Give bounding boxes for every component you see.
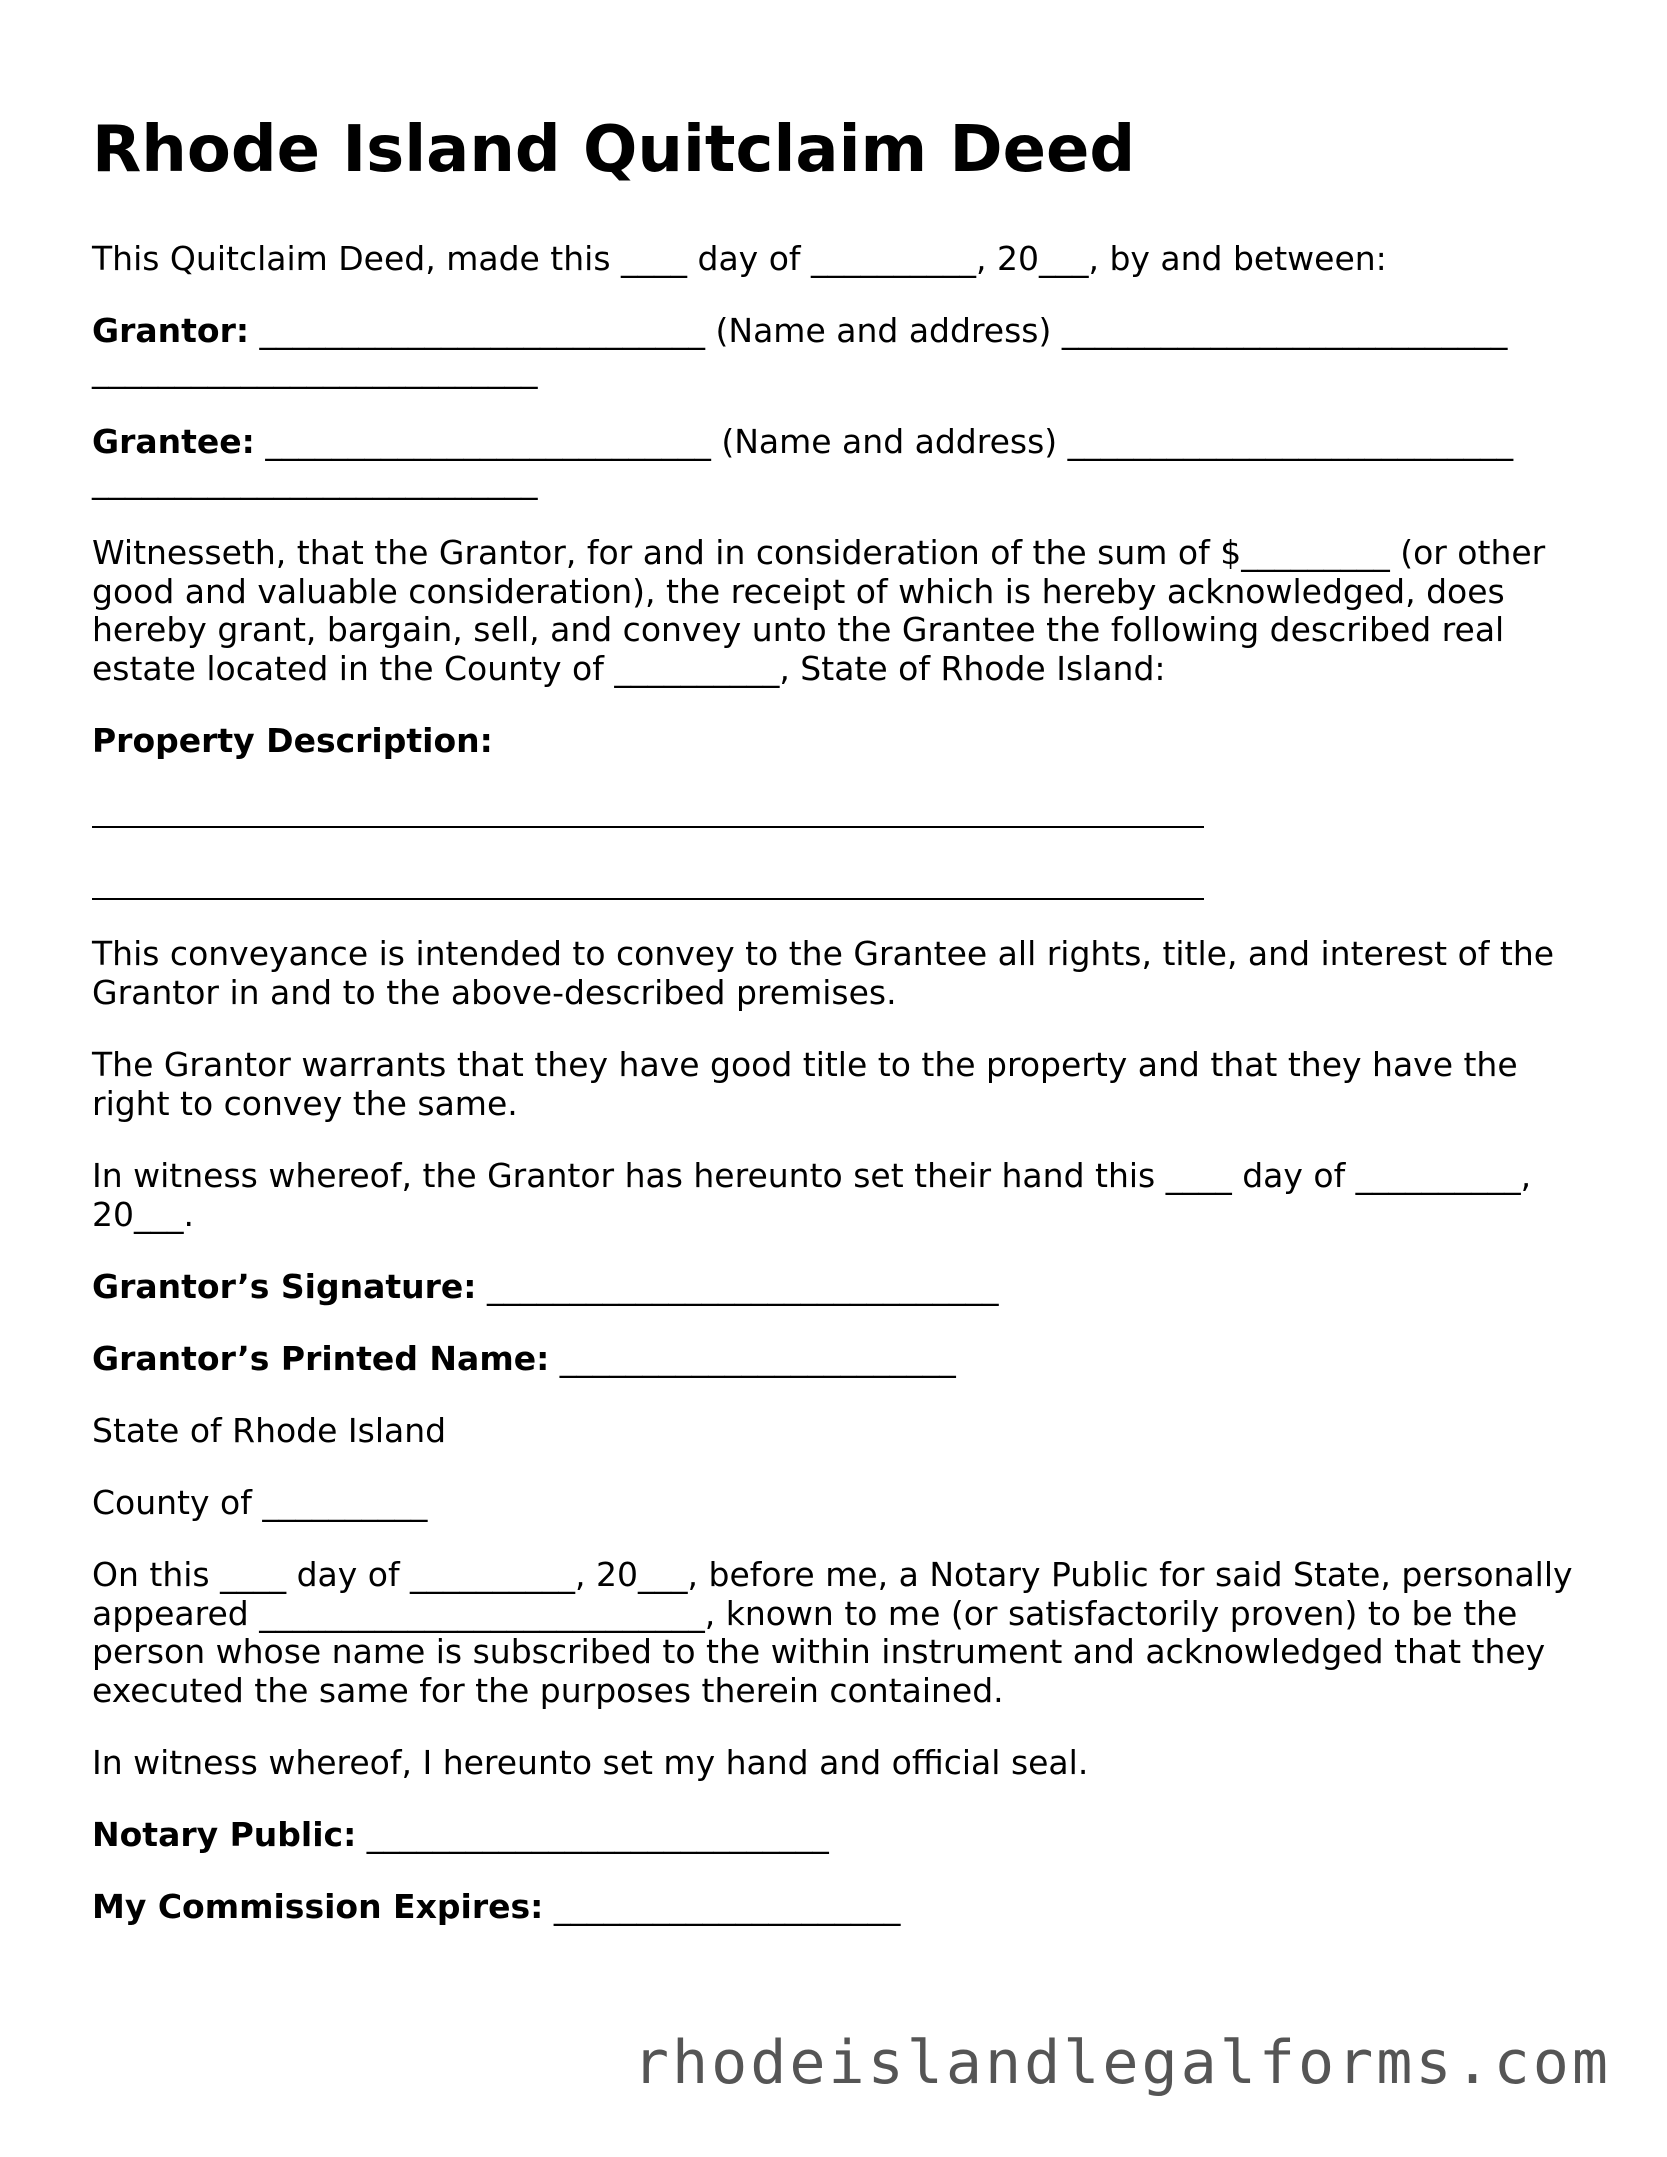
witnesseth-line-4: estate located in the County of __________, State of Rhode Island: [92, 648, 1166, 688]
commission-expires-blank: _____________________ [543, 1887, 901, 1926]
grantor-printed-name-field [92, 1340, 956, 1379]
grantor-witness-line-2: 20___. [92, 1194, 194, 1234]
notary-acknowledgment-paragraph [92, 1556, 1573, 1710]
witnesseth-paragraph [92, 534, 1545, 688]
grantee-blank-line-1: ___________________________ (Name and address) ___________________________ [254, 422, 1514, 461]
grantor-field [92, 312, 1507, 389]
warranty-line-2: right to convey the same. [92, 1083, 518, 1123]
property-description-label: Property Description: [92, 721, 493, 760]
notary-line-1: On this ____ day of __________, 20___, before me, a Notary Public for said State, personally [92, 1555, 1573, 1594]
witnesseth-line-3: hereby grant, bargain, sell, and convey unto the Grantee the following described real [92, 610, 1505, 649]
watermark-text: rhodeislandlegalforms.com [632, 2028, 1611, 2098]
notary-public-blank: ____________________________ [356, 1815, 829, 1854]
grantor-label: Grantor: [92, 311, 250, 350]
commission-expires-label: My Commission Expires: [92, 1887, 544, 1926]
warranty-line-1: The Grantor warrants that they have good title to the property and that they have the [92, 1045, 1518, 1084]
grantor-blank-line-1: ___________________________ (Name and address) ___________________________ [249, 311, 1508, 350]
grantee-label: Grantee: [92, 422, 255, 461]
conveyance-paragraph [92, 935, 1554, 1012]
grantee-field [92, 423, 1513, 500]
notary-line-3: person whose name is subscribed to the within instrument and acknowledged that they [92, 1632, 1546, 1671]
conveyance-line-2: Grantor in and to the above-described premises. [92, 972, 897, 1012]
property-description-line-1 [92, 826, 1204, 828]
grantor-printed-name-label: Grantor’s Printed Name: [92, 1339, 550, 1378]
warranty-paragraph [92, 1046, 1518, 1123]
grantor-signature-label: Grantor’s Signature: [92, 1267, 477, 1306]
grantee-blank-line-2: ___________________________ [92, 460, 538, 500]
witnesseth-line-2: good and valuable consideration), the receipt of which is hereby acknowledged, does [92, 571, 1505, 611]
notary-witness-line: In witness whereof, I hereunto set my hand and official seal. [92, 1743, 1089, 1782]
property-description-line-2 [92, 898, 1204, 900]
grantor-printed-name-blank: ________________________ [549, 1339, 956, 1378]
grantor-blank-line-2: ___________________________ [92, 349, 538, 389]
grantor-witness-paragraph [92, 1157, 1531, 1234]
county-line: County of __________ [92, 1483, 428, 1522]
document-title: Rhode Island Quitclaim Deed [92, 113, 1136, 187]
grantor-witness-line-1: In witness whereof, the Grantor has hereunto set their hand this ____ day of __________, [92, 1156, 1532, 1195]
notary-line-2: appeared ___________________________, known to me (or satisfactorily proven) to be the [92, 1593, 1518, 1633]
intro-paragraph: This Quitclaim Deed, made this ____ day of __________, 20___, by and between: [92, 239, 1387, 278]
state-line: State of Rhode Island [92, 1411, 447, 1450]
notary-public-label: Notary Public: [92, 1815, 357, 1854]
commission-expires-field [92, 1888, 900, 1927]
grantor-signature-blank: _______________________________ [476, 1267, 999, 1306]
notary-line-4: executed the same for the purposes therein contained. [92, 1670, 1004, 1710]
grantor-signature-field [92, 1268, 998, 1307]
notary-public-field [92, 1816, 829, 1855]
witnesseth-line-1: Witnesseth, that the Grantor, for and in consideration of the sum of $_________ (or other [92, 533, 1546, 572]
conveyance-line-1: This conveyance is intended to convey to the Grantee all rights, title, and interest of the [92, 934, 1555, 973]
